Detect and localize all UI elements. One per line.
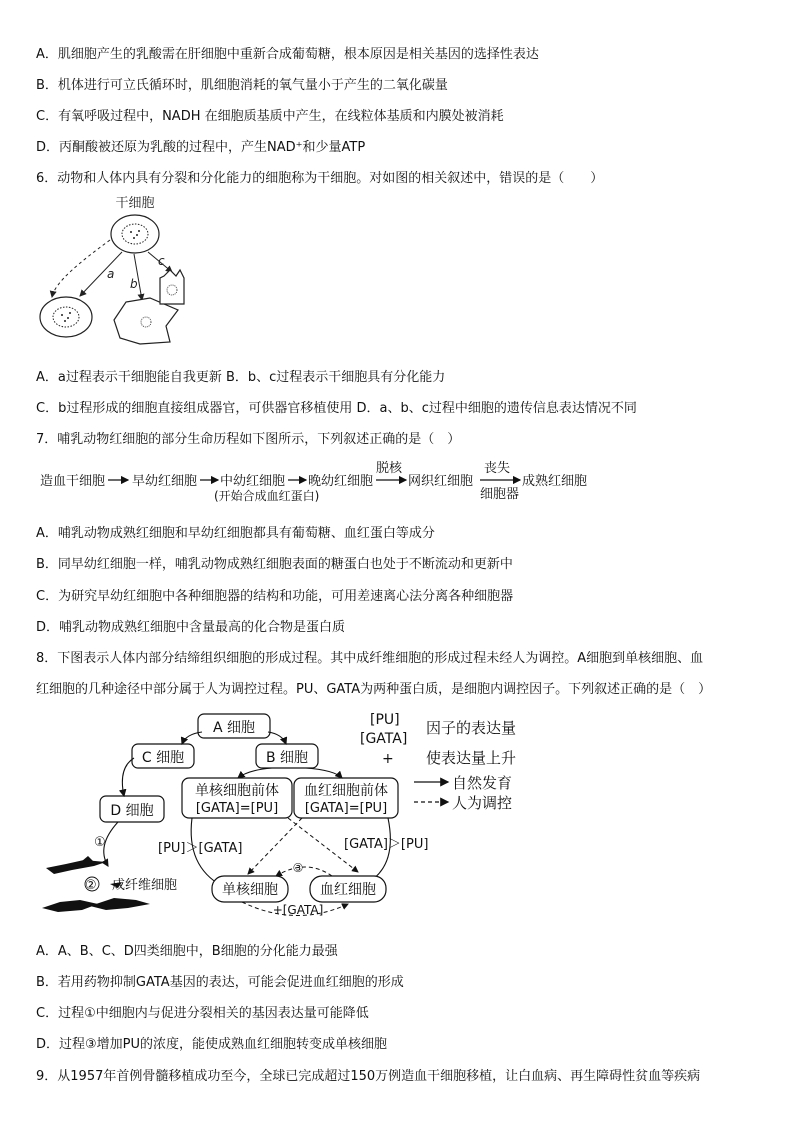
cell-b-label: B 细胞 [265, 750, 309, 766]
flow-step-3: 中幼红细胞 [220, 474, 286, 489]
q6-options-cd: C．b过程形成的细胞直接组成器官，可供器官移植使用 D．a、b、c过程中细胞的遗传信息表达情况不同 [36, 401, 637, 416]
q6-stem-cell-figure [30, 192, 190, 352]
q8-stem-line1: 8．下图表示人体内部分结缔组织细胞的形成过程。其中成纤维细胞的形成过程未经人为调控。A细胞到单核细胞、血 [36, 651, 704, 666]
process-c-label: c [158, 254, 165, 268]
flow-arrow-label-5-bottom: 细胞器 [480, 487, 520, 502]
legend-plus: + [382, 751, 394, 767]
rbc-precursor-ratio: [GATA]=[PU] [304, 801, 388, 816]
prev-option-b: B．机体进行可立氏循环时，肌细胞消耗的氧气量小于产生的二氧化碳量 [36, 78, 448, 93]
condition-right: [GATA]＞[PU] [344, 837, 429, 852]
q8-stem-line2: 红细胞的几种途径中部分属于人为调控过程。PU、GATA为两种蛋白质，是细胞内调控因子。下列叙述正确的是（ ） [36, 682, 712, 697]
legend-human: 人为调控 [452, 794, 513, 812]
legend-natural: 自然发育 [452, 774, 513, 792]
stem-cell-title: 干细胞 [115, 196, 155, 211]
flow-note: (开始合成血红蛋白) [214, 489, 320, 502]
monocyte-label: 单核细胞 [222, 882, 278, 898]
q6-options-ab: A．a过程表示干细胞能自我更新 B．b、c过程表示干细胞具有分化能力 [36, 370, 446, 385]
cell-a-label: A 细胞 [212, 720, 256, 736]
q7-rbc-flow-figure [36, 458, 596, 502]
step-3-label: ③ [292, 861, 304, 875]
rbc-precursor-label: 血红细胞前体 [304, 783, 388, 799]
flow-step-6: 成熟红细胞 [522, 474, 588, 489]
cell-d-label: D 细胞 [110, 803, 154, 819]
q7-option-a: A．哺乳动物成熟红细胞和早幼红细胞都具有葡萄糖、血红蛋白等成分 [36, 526, 435, 541]
process-a-label: a [107, 267, 115, 281]
process-b-label: b [130, 277, 138, 291]
q9-stem: 9．从1957年首例骨髓移植成功至今，全球已完成超过150万例造血干细胞移植，让白血病、再生障碍性贫血等疾病 [36, 1069, 701, 1084]
q8-option-a: A．A、B、C、D四类细胞中，B细胞的分化能力最强 [36, 944, 338, 959]
flow-step-2: 早幼红细胞 [132, 474, 198, 489]
prev-option-c: C．有氧呼吸过程中，NADH 在细胞质基质中产生，在线粒体基质和内膜处被消耗 [36, 109, 504, 124]
plus-gata-label: +[GATA] [272, 903, 324, 917]
flow-arrow-label-4: 脱核 [376, 461, 403, 476]
legend-text-expression: 因子的表达量 [426, 719, 517, 737]
q7-option-c: C．为研究早幼红细胞中各种细胞器的结构和功能，可用差速离心法分离各种细胞器 [36, 589, 514, 604]
q7-stem: 7．哺乳动物红细胞的部分生命历程如下图所示，下列叙述正确的是（ ） [36, 432, 461, 447]
mono-precursor-ratio: [GATA]=[PU] [195, 801, 279, 816]
flow-step-1: 造血干细胞 [40, 474, 106, 489]
fibroblast-label: 成纤维细胞 [112, 878, 178, 893]
legend-pu: [PU] [370, 712, 400, 728]
flow-step-4: 晚幼红细胞 [308, 474, 374, 489]
q8-option-c: C．过程①中细胞内与促进分裂相关的基因表达量可能降低 [36, 1006, 369, 1021]
legend-text-increase: 使表达量上升 [426, 749, 517, 767]
q8-option-b: B．若用药物抑制GATA基因的表达，可能会促进血红细胞的形成 [36, 975, 404, 990]
q8-option-d: D．过程③增加PU的浓度，能使成熟血红细胞转变成单核细胞 [36, 1037, 388, 1052]
q8-cell-differentiation-figure [36, 706, 546, 928]
rbc-label: 血红细胞 [320, 882, 376, 898]
q7-option-d: D．哺乳动物成熟红细胞中含量最高的化合物是蛋白质 [36, 620, 346, 635]
legend-gata: [GATA] [360, 731, 408, 747]
step-1-label: ① [94, 835, 106, 850]
prev-option-a: A．肌细胞产生的乳酸需在肝细胞中重新合成葡萄糖，根本原因是相关基因的选择性表达 [36, 47, 539, 62]
q7-option-b: B．同早幼红细胞一样，哺乳动物成熟红细胞表面的糖蛋白也处于不断流动和更新中 [36, 557, 513, 572]
cell-c-label: C 细胞 [141, 750, 185, 766]
mono-precursor-label: 单核细胞前体 [195, 783, 279, 799]
flow-arrow-label-5-top: 丧失 [484, 461, 511, 476]
step-2-label: ② [85, 878, 97, 893]
q6-stem: 6．动物和人体内具有分裂和分化能力的细胞称为干细胞。对如图的相关叙述中，错误的是（ ） [36, 171, 604, 186]
condition-left: [PU]＞[GATA] [158, 841, 243, 856]
flow-step-5: 网织红细胞 [408, 474, 474, 489]
prev-option-d: D．丙酮酸被还原为乳酸的过程中，产生NAD⁺和少量ATP [36, 140, 366, 155]
